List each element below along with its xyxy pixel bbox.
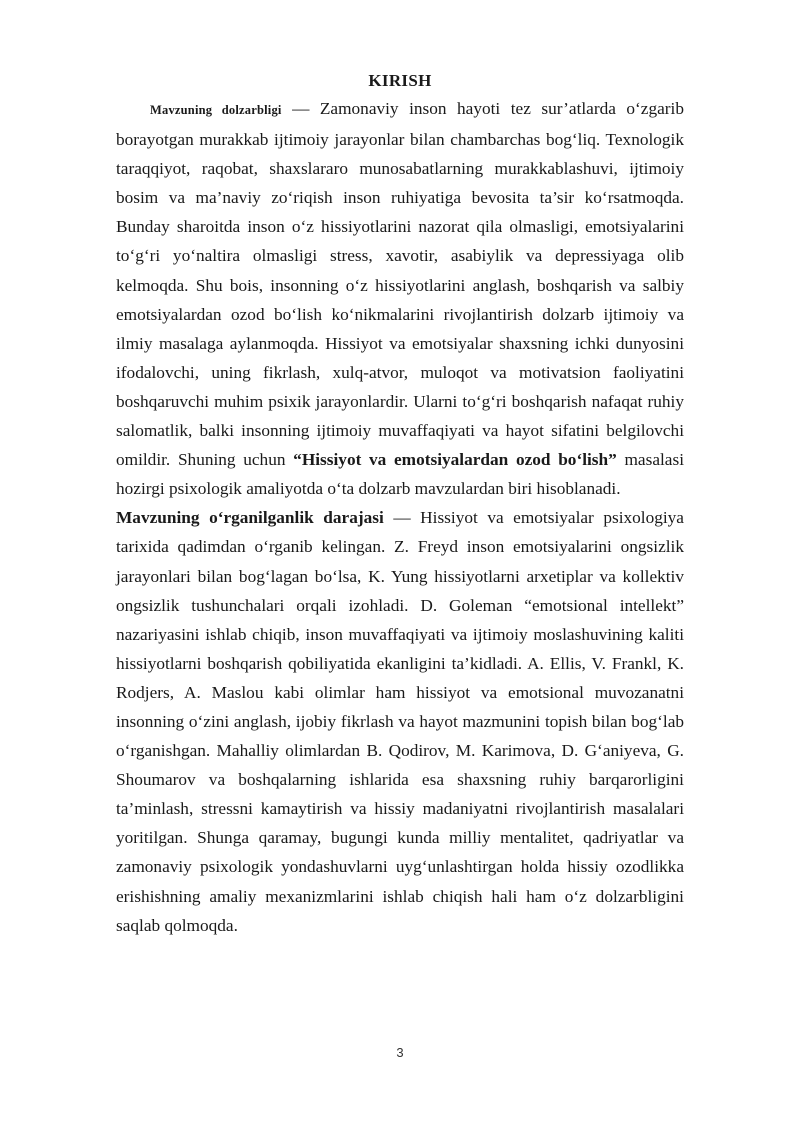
research-level-text: Hissiyot va emotsiyalar psixologiya tarixida qadimdan o‘rganib kelingan. Z. Freyd inson emotsiyalarini ongsizlik jarayonlari bilan bog‘lagan bo‘lsa, K. Yung hissiyotlarni arxetiplar va kollektiv ongsizlik tushunchalari orqali izohladi. D. Goleman “emotsional intellekt” nazariyasini ishlab chiqib, inson muvaffaqiyati va ijtimoiy moslashuvining kaliti hissiyotlarni boshqarish qobiliyatida ekanligini ta’kidladi. A. Ellis, V. Frankl, K. Rodjers, A. Maslou kabi olimlar ham hissiyot va emotsional muvozanatni insonning o‘zini anglash, ijobiy fikrlash va hayot mazmunini topish bilan bog‘lab o‘rganishgan. Mahalliy olimlardan B. Qodirov, M. Karimova, D. G‘aniyeva, G. Shoumarov va boshqalarning ishlarida esa shaxsning ruhiy barqarorligini ta’minlash, stressni kamaytirish va hissiy madaniyatni rivojlantirish masalalari yoritilgan. Shunga qaramay, bugungi kunda milliy mentalitet, qadriyatlar va zamonaviy psixologik yondashuvlarni uyg‘unlashtirgan holda hissiy ozodlikka erishishning amaliy mexanizmlarini ishlab chiqish hali ham o‘z dolzarbligini saqlab qolmoqda.	[116, 508, 684, 935]
relevance-bold-phrase: “Hissiyot va emotsiyalardan ozod bo‘lish”	[293, 450, 617, 470]
page-title: KIRISH	[368, 71, 432, 90]
paragraph-research-level	[116, 503, 684, 939]
research-level-dash: —	[383, 508, 421, 528]
page-number: 3	[396, 1045, 404, 1060]
relevance-text-part1: Zamonaviy inson hayoti tez sur’atlarda o‘zgarib borayotgan murakkab ijtimoiy jarayonlar bilan chambarchas bog‘liq. Texnologik taraqqiyot, raqobat, shaxslararo munosabatlarning murakkablashuvi, ijtimoiy bosim va ma’naviy zo‘riqish inson ruhiyatiga bevosita ta’sir ko‘rsatmoqda. Bunday sharoitda inson o‘z hissiyotlarini nazorat qila olmasligi, emotsiyalarini to‘g‘ri yo‘naltira olmasligi stress, xavotir, asabiylik va depressiyaga olib kelmoqda. Shu bois, insonning o‘z hissiyotlarini anglash, boshqarish va salbiy emotsiyalardan ozod bo‘lish ko‘nikmalarini rivojlantirish dolzarb ijtimoiy va ilmiy masalaga aylanmoqda. Hissiyot va emotsiyalar shaxsning ichki dunyosini ifodalovchi, uning fikrlash, xulq-atvor, muloqot va motivatsion faoliyatini boshqaruvchi muhim psixik jarayonlardir. Ularni to‘g‘ri boshqarish nafaqat ruhiy salomatlik, balki insonning ijtimoiy muvaffaqiyati va hayot sifatini belgilovchi omildir. Shuning uchun	[116, 99, 684, 470]
research-level-lead: Mavzuning o‘rganilganlik darajasi	[116, 508, 384, 528]
document-page	[116, 70, 684, 940]
relevance-lead: Mavzuning dolzarbligi	[150, 103, 282, 117]
relevance-text-part2: masalasi hozirgi psixologik amaliyotda o‘ta dolzarb mavzulardan biri hisoblanadi.	[116, 450, 684, 499]
relevance-dash: —	[281, 99, 320, 118]
paragraph-relevance	[116, 94, 684, 503]
